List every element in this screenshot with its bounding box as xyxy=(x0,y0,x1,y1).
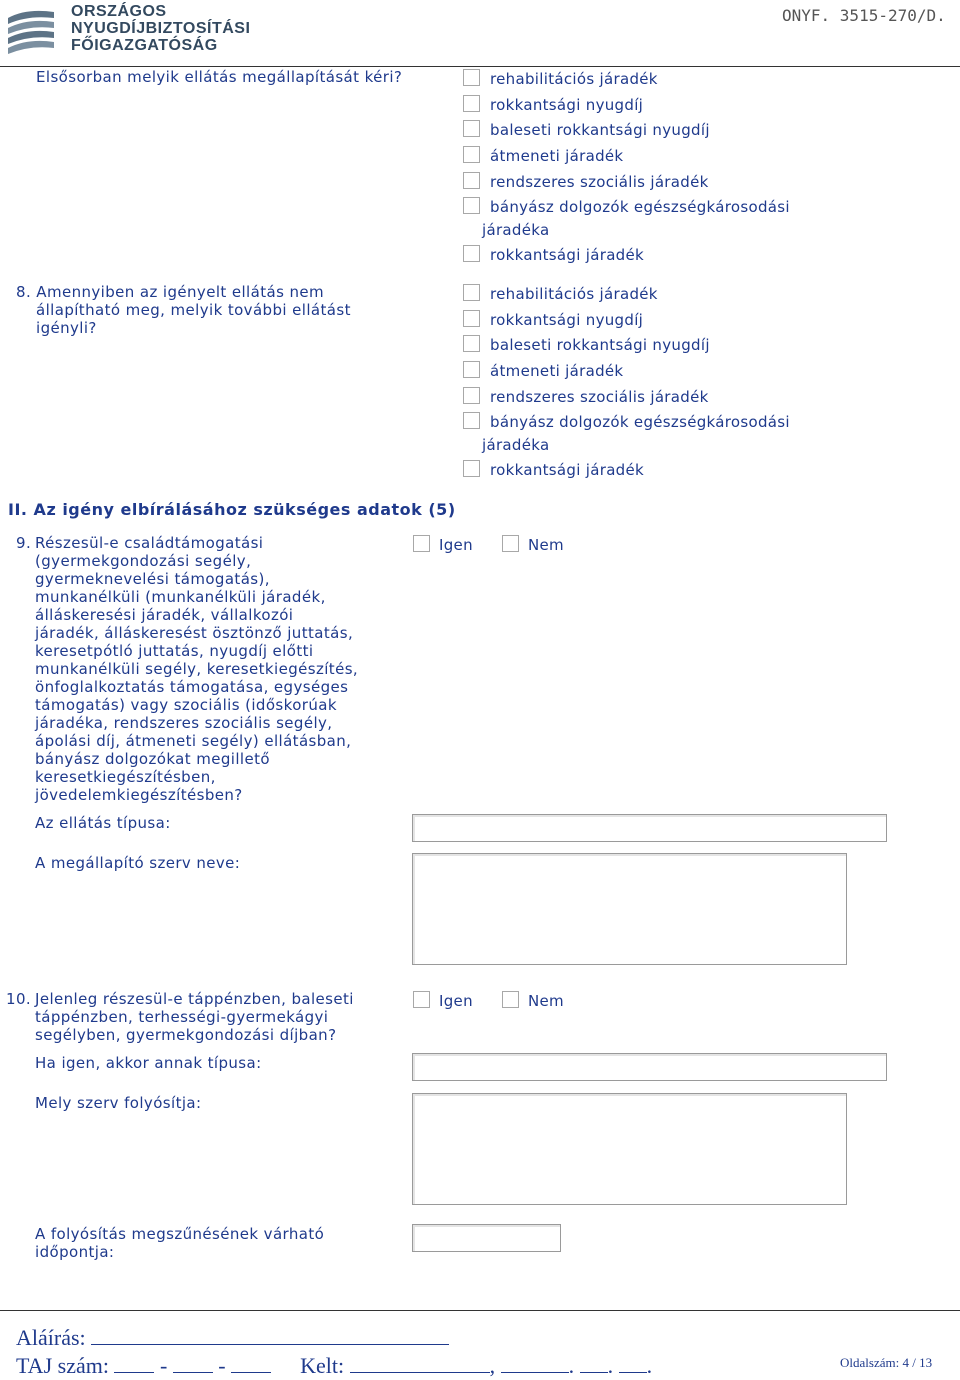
q9-line: munkanélküli (munkanélküli járadék, xyxy=(35,588,326,606)
q9-line: támogatás) vagy szociális (időskorúak xyxy=(35,696,337,714)
signature-line[interactable] xyxy=(91,1343,449,1345)
header-divider xyxy=(0,66,960,67)
q7-option-label: baleseti rokkantsági nyugdíj xyxy=(490,121,710,139)
q9-number: 9. xyxy=(16,534,32,552)
kelt-label: Kelt: xyxy=(300,1353,345,1378)
q9-question xyxy=(35,534,358,804)
q10-end-line: A folyósítás megszűnésének várható xyxy=(35,1225,325,1243)
q7-option-label: rehabilitációs járadék xyxy=(490,70,658,88)
taj-field-1[interactable] xyxy=(114,1371,154,1373)
q10-number: 10. xyxy=(6,990,32,1008)
kelt-year-field[interactable] xyxy=(501,1371,569,1373)
q10-yes-label: Igen xyxy=(439,992,473,1010)
q7-option-label: rokkantsági járadék xyxy=(490,246,645,264)
org-name-line2: NYUGDÍJBIZTOSÍTÁSI xyxy=(71,20,251,37)
q8-option-label: rokkantsági nyugdíj xyxy=(490,311,644,329)
q8-checkbox-rehab[interactable] xyxy=(463,284,480,301)
q7-question: Elsősorban melyik ellátás megállapítását kéri? xyxy=(36,68,403,86)
footer-divider xyxy=(0,1310,960,1311)
taj-dash: - xyxy=(159,1353,168,1378)
q7-checkbox-rokkant-nyugdij[interactable] xyxy=(463,95,480,112)
q8-option-label: átmeneti járadék xyxy=(490,362,624,380)
q10-question xyxy=(35,990,354,1044)
q7-option-label: bányász dolgozók egészségkárosodási xyxy=(490,198,790,216)
q9-line: gyermeknevelési támogatás), xyxy=(35,570,270,588)
q10-type-label: Ha igen, akkor annak típusa: xyxy=(35,1054,262,1072)
q7-checkbox-rokkant-jaradek[interactable] xyxy=(463,245,480,262)
page-label: Oldalszám: xyxy=(840,1355,900,1370)
q10-no-label: Nem xyxy=(528,992,564,1010)
q9-authority-field[interactable] xyxy=(412,853,847,965)
q7-option-label: rendszeres szociális járadék xyxy=(490,173,709,191)
q10-line: segélyben, gyermekgondozási díjban? xyxy=(35,1026,337,1044)
q8-option-label: rokkantsági járadék xyxy=(490,461,645,479)
q9-line: Részesül-e családtámogatási xyxy=(35,534,264,552)
q9-no-label: Nem xyxy=(528,536,564,554)
q7-checkbox-baleseti[interactable] xyxy=(463,120,480,137)
q9-line: bányász dolgozókat megillető xyxy=(35,750,270,768)
q10-payer-label: Mely szerv folyósítja: xyxy=(35,1094,202,1112)
q8-option-label: rehabilitációs járadék xyxy=(490,285,658,303)
kelt-comma: , xyxy=(489,1353,496,1378)
q10-yes-checkbox[interactable] xyxy=(413,991,430,1008)
q8-checkbox-rokkant-nyugdij[interactable] xyxy=(463,310,480,327)
q7-option-label: átmeneti járadék xyxy=(490,147,624,165)
q8-option-label: bányász dolgozók egészségkárosodási xyxy=(490,413,790,431)
signature-label: Aláírás: xyxy=(16,1325,86,1350)
q7-option-label: rokkantsági nyugdíj xyxy=(490,96,644,114)
taj-field-3[interactable] xyxy=(231,1371,271,1373)
q10-line: Jelenleg részesül-e táppénzben, baleseti xyxy=(35,990,354,1008)
taj-dash: - xyxy=(218,1353,226,1378)
page-value: 4 / 13 xyxy=(902,1355,933,1370)
signature-row xyxy=(16,1325,449,1351)
kelt-dot: . xyxy=(607,1353,614,1378)
taj-label: TAJ szám: xyxy=(16,1353,109,1378)
q9-authority-label: A megállapító szerv neve: xyxy=(35,854,241,872)
org-name-line3: FŐIGAZGATÓSÁG xyxy=(71,37,218,54)
logo-emblem xyxy=(6,6,56,56)
q8-checkbox-rokkant-jaradek[interactable] xyxy=(463,460,480,477)
q8-line: állapítható meg, melyik további ellátást xyxy=(36,301,351,319)
q8-line: 8. Amennyiben az igényelt ellátás nem xyxy=(16,283,325,301)
taj-row xyxy=(16,1353,652,1379)
q8-option-label-cont: járadéka xyxy=(482,436,550,454)
q9-line: álláskeresési járadék, vállalkozói xyxy=(35,606,294,624)
q8-option-label: rendszeres szociális járadék xyxy=(490,388,709,406)
kelt-dot: . xyxy=(568,1353,575,1378)
q10-end-label xyxy=(35,1225,324,1261)
kelt-dot: . xyxy=(646,1353,653,1378)
q9-line: (gyermekgondozási segély, xyxy=(35,552,252,570)
q10-end-date-field[interactable] xyxy=(412,1224,561,1252)
q7-checkbox-rehab[interactable] xyxy=(463,69,480,86)
q7-checkbox-atmeneti[interactable] xyxy=(463,146,480,163)
q10-end-line: időpontja: xyxy=(35,1243,115,1261)
q10-type-field[interactable] xyxy=(412,1053,887,1081)
q8-checkbox-atmeneti[interactable] xyxy=(463,361,480,378)
page-number xyxy=(840,1355,932,1371)
q9-line: járadéka, rendszeres szociális segély, xyxy=(35,714,333,732)
q9-type-field[interactable] xyxy=(412,814,887,842)
q10-line: táppénzben, terhességi-gyermekágyi xyxy=(35,1008,329,1026)
q9-line: ápolási díj, átmeneti segély) ellátásban, xyxy=(35,732,352,750)
section-title: II. Az igény elbírálásához szükséges adatok (5) xyxy=(8,500,456,519)
q8-question xyxy=(16,283,351,337)
kelt-month-field[interactable] xyxy=(580,1371,608,1373)
q7-checkbox-banyasz[interactable] xyxy=(463,197,480,214)
q9-line: munkanélküli segély, keresetkiegészítés, xyxy=(35,660,359,678)
q9-line: önfoglalkoztatás támogatása, egységes xyxy=(35,678,349,696)
q9-no-checkbox[interactable] xyxy=(502,535,519,552)
taj-field-2[interactable] xyxy=(173,1371,213,1373)
kelt-day-field[interactable] xyxy=(619,1371,647,1373)
kelt-place-field[interactable] xyxy=(350,1371,490,1373)
q9-yes-checkbox[interactable] xyxy=(413,535,430,552)
org-name-line1: ORSZÁGOS xyxy=(71,3,167,20)
q9-line: keresetpótló juttatás, nyugdíj előtti xyxy=(35,642,314,660)
q7-checkbox-szocialis[interactable] xyxy=(463,172,480,189)
q8-option-label: baleseti rokkantsági nyugdíj xyxy=(490,336,710,354)
q9-yes-label: Igen xyxy=(439,536,473,554)
doc-number: ONYF. 3515-270/D. xyxy=(782,6,946,25)
q9-line: keresetkiegészítésben, xyxy=(35,768,216,786)
q8-checkbox-baleseti[interactable] xyxy=(463,335,480,352)
q7-option-label-cont: járadéka xyxy=(482,221,550,239)
q9-line: jövedelemkiegészítésben? xyxy=(35,786,243,804)
q9-line: járadék, álláskeresést ösztönző juttatás, xyxy=(35,624,354,642)
q8-line: igényli? xyxy=(36,319,97,337)
q8-checkbox-szocialis[interactable] xyxy=(463,387,480,404)
q9-type-label: Az ellátás típusa: xyxy=(35,814,171,832)
q10-payer-field[interactable] xyxy=(412,1093,847,1205)
org-name xyxy=(71,3,250,54)
q8-checkbox-banyasz[interactable] xyxy=(463,412,480,429)
q10-no-checkbox[interactable] xyxy=(502,991,519,1008)
